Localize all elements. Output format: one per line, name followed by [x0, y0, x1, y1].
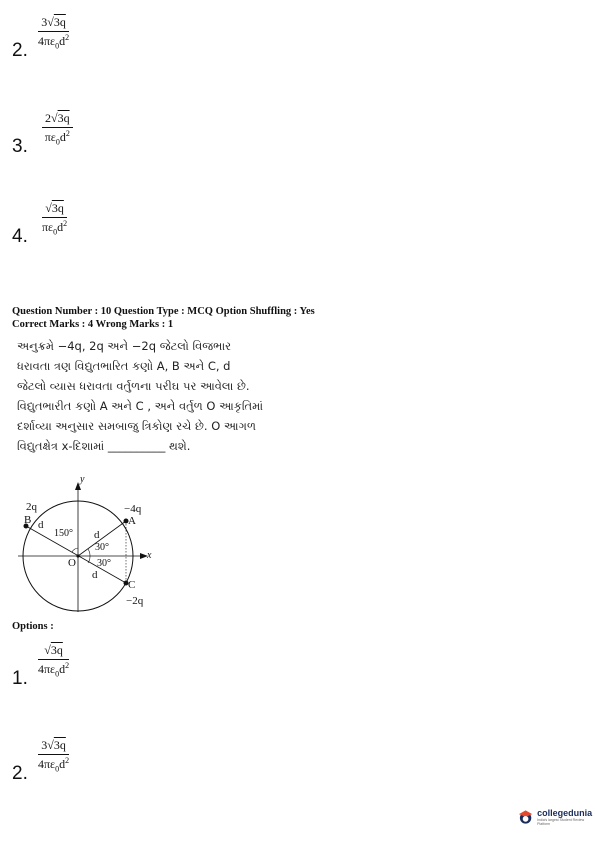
angle-arc-top — [88, 549, 90, 556]
label-30-deg-top: 30° — [95, 542, 109, 553]
label-150-deg: 150° — [54, 528, 73, 539]
question-line: ધરાવતા ત્રણ વિદ્યુતભારિત કણો A, B અને C, d — [17, 359, 231, 373]
label-minus-2q: −2q — [126, 595, 144, 607]
question-meta-line2: Correct Marks : 4 Wrong Marks : 1 — [12, 319, 174, 330]
collegedunia-logo — [518, 808, 595, 826]
label-d-mid: d — [94, 529, 100, 541]
label-c: C — [128, 579, 136, 591]
question-line: દર્શાવ્યા અનુસાર સમબાજુ ત્રિકોણ રચે છે. O આગળ — [17, 419, 256, 433]
question-header — [12, 305, 315, 331]
option-fraction: $\frac{√3q}{4\pi\varepsilon_0d^2}$ — [38, 643, 70, 679]
option-number: 4. — [12, 226, 28, 247]
option-number: 1. — [12, 668, 28, 689]
logo-tagline: India's largest Student Review Platform — [537, 818, 585, 826]
question-text — [17, 336, 277, 456]
label-a: A — [128, 515, 136, 527]
label-d-top: d — [38, 519, 44, 531]
label-d-bottom: d — [92, 569, 98, 581]
y-label: y — [80, 474, 85, 485]
option-fraction: $\frac{3√3q}{4\pi\varepsilon_0d^2}$ — [38, 738, 70, 774]
label-2q: 2q — [26, 501, 37, 513]
line-bc — [26, 526, 126, 583]
option-fraction: $\frac{√3q}{\pi\varepsilon_0d^2}$ — [42, 201, 68, 237]
graduate-icon — [518, 809, 533, 825]
option-number: 3. — [12, 136, 28, 157]
question-line: વિદ્યુતક્ષેત્ર x-દિશામાં __________ થશે. — [17, 439, 191, 453]
option-fraction: $\frac{2√3q}{\pi\varepsilon_0d^2}$ — [42, 112, 73, 146]
label-minus-4q: −4q — [124, 503, 142, 515]
question-line: અનુક્રમે −4q, 2q અને −2q જેટલો વિજભાર — [17, 339, 232, 353]
question-line: જેટલો વ્યાસ ધરાવતા વર્તુળના પરીઘ પર આવેલા છે. — [17, 379, 250, 393]
question-line: વિદ્યુતભારીત કણો A અને C , અને વર્તુળ O આકૃતિમાં — [17, 399, 264, 413]
logo-wordmark: collegedunia — [537, 808, 593, 818]
charge-circle-diagram — [14, 472, 164, 612]
x-label: x — [147, 550, 152, 561]
label-b: B — [24, 514, 32, 526]
options-label: Options : — [12, 621, 54, 632]
option-number: 2. — [12, 763, 28, 784]
label-30-deg-bottom: 30° — [97, 558, 111, 569]
option-fraction: $\frac{3√3q}{4\pi\varepsilon_0d^2}$ — [38, 15, 70, 51]
angle-arc-150 — [72, 548, 78, 552]
origin-dot — [76, 554, 79, 557]
label-o: O — [68, 557, 76, 569]
option-number: 2. — [12, 40, 28, 61]
question-meta-line1: Question Number : 10 Question Type : MCQ Option Shuffling : Yes — [12, 306, 315, 317]
